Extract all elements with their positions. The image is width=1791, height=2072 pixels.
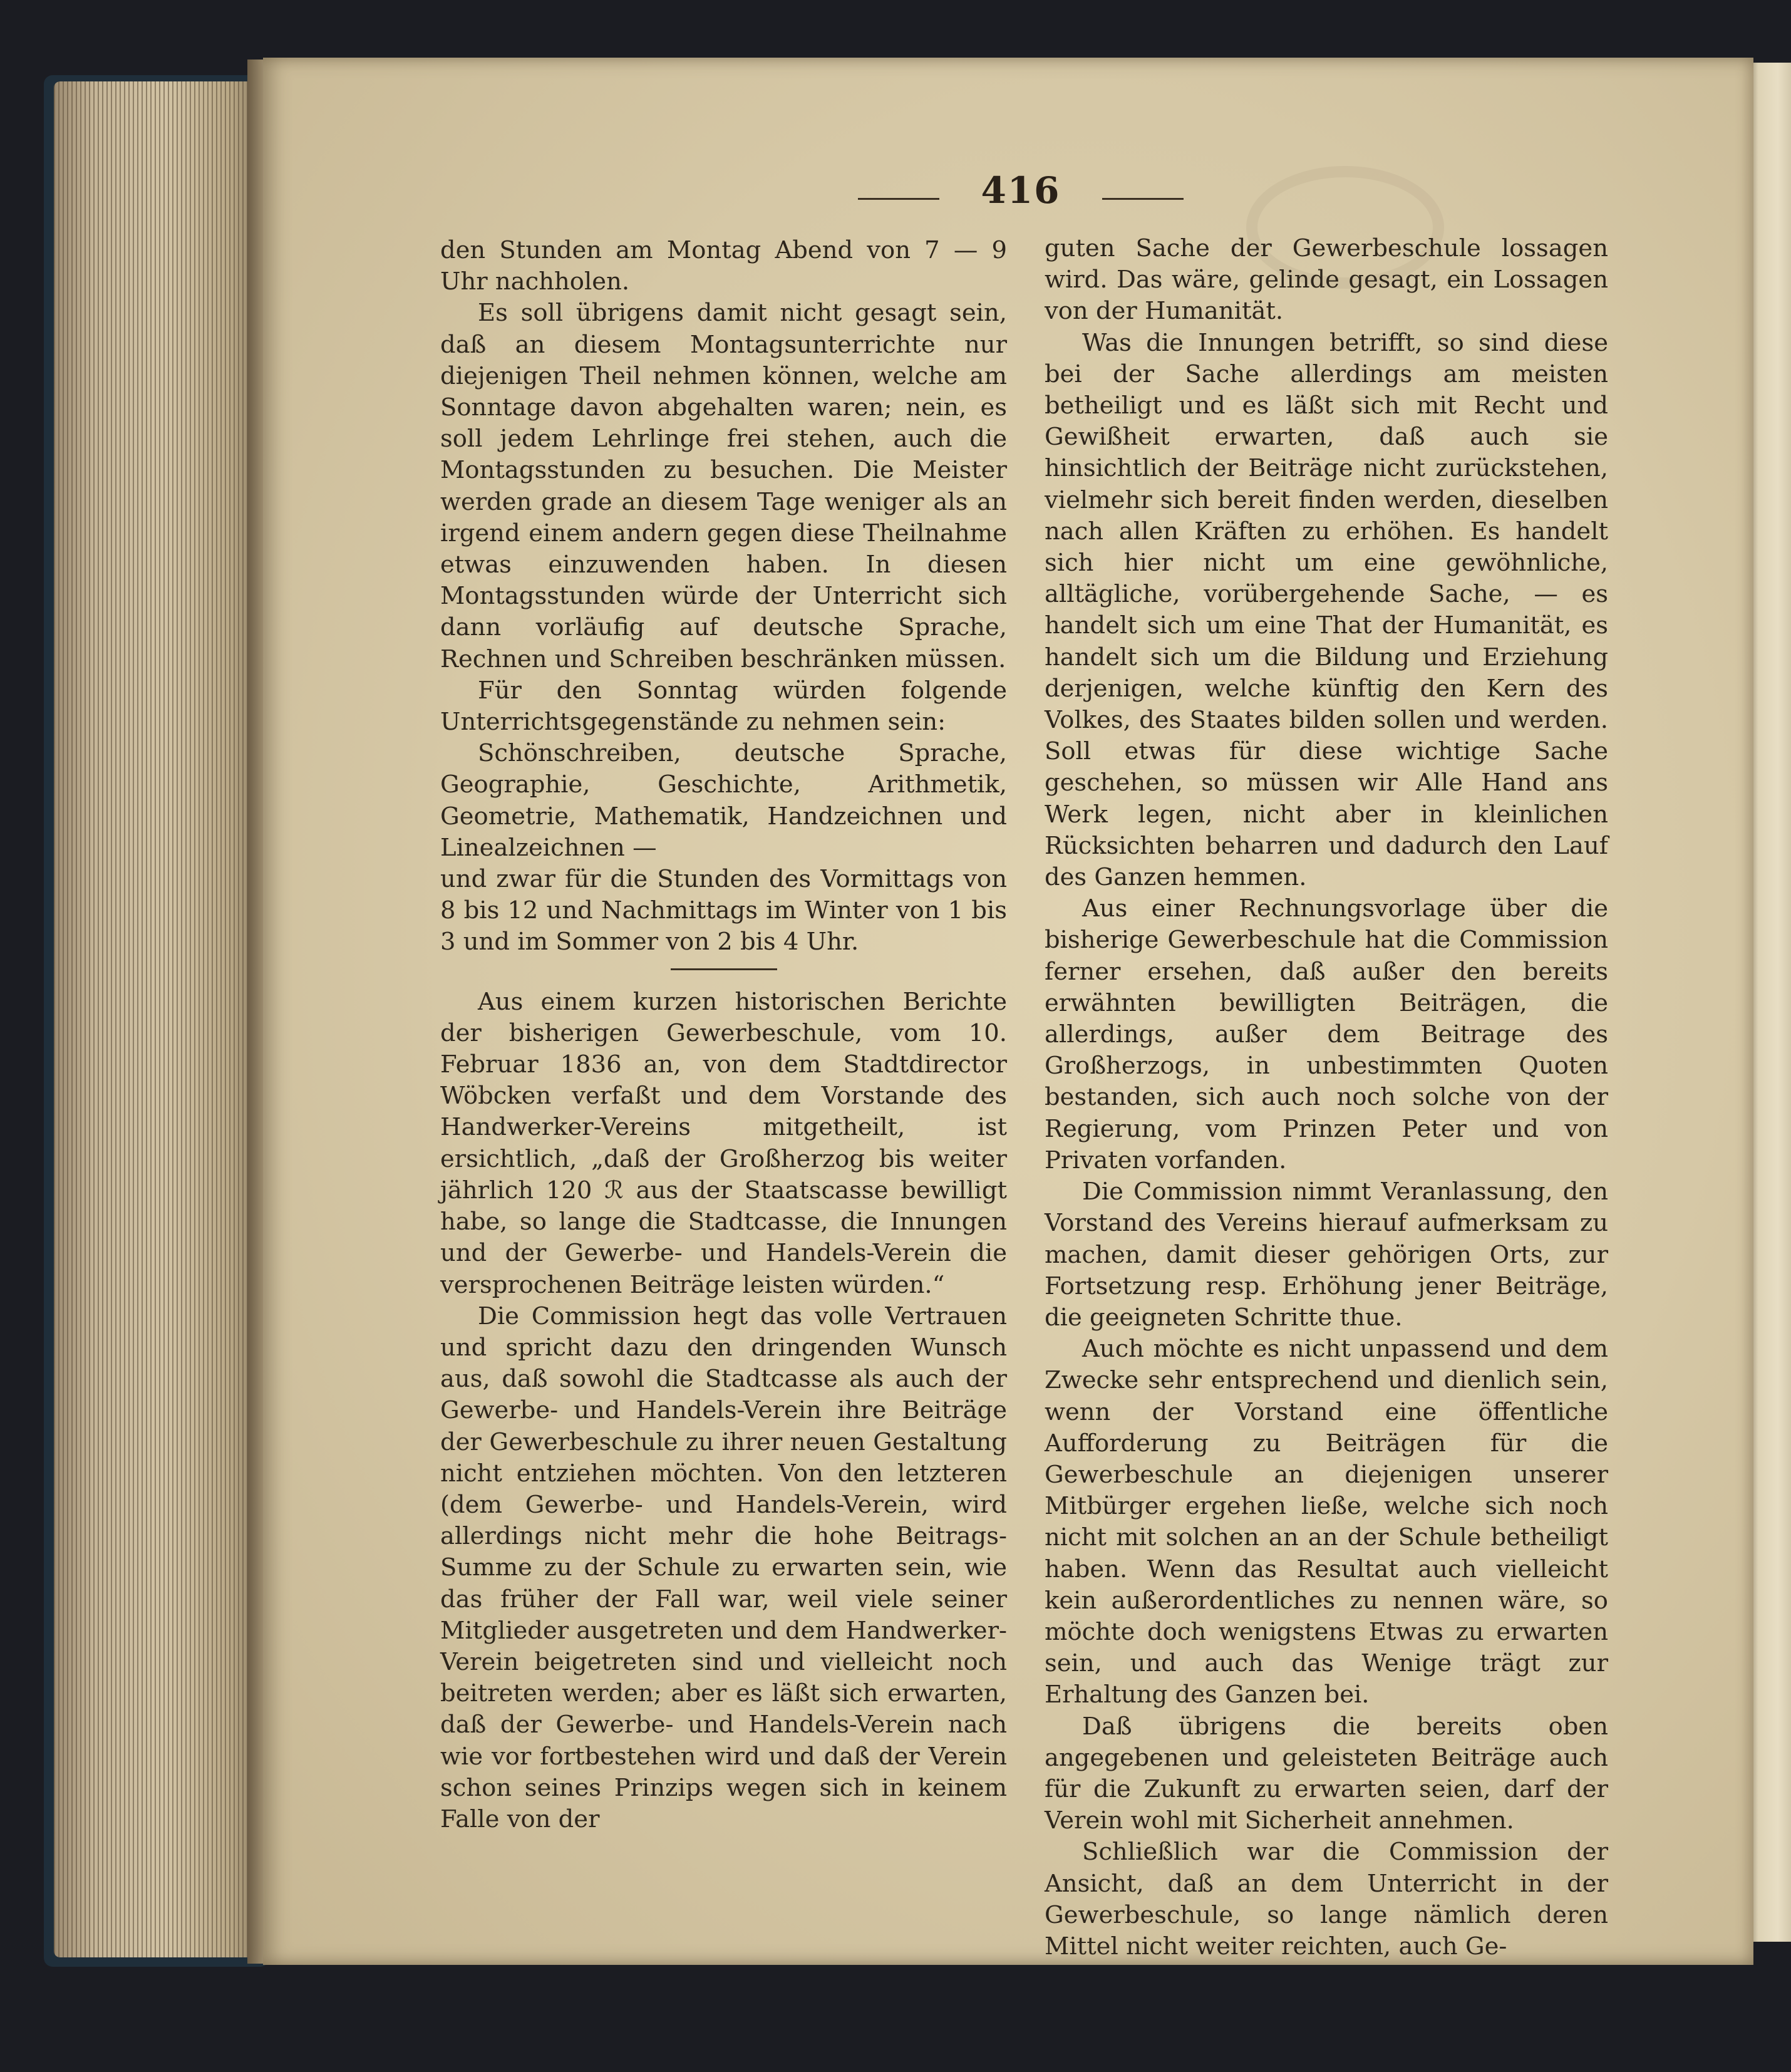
paragraph: Daß übrigens die bereits oben angegebenen und geleisteten Beiträge auch für die Zukunft zu erwarten seien, darf der Verein wohl mit Sicherheit annehmen. [1045,1712,1608,1835]
page-header [858,169,1184,225]
subject-list: Schönschreiben, deutsche Sprache, Geographie, Geschichte, Arithmetik, Geometrie, Mathematik, Handzeichnen und Linealzeichnen — [440,739,1007,862]
paragraph: und zwar für die Stunden des Vormittags von 8 bis 12 und Nachmittags im Winter von 1 bis 3 und im Sommer von 2 bis 4 Uhr. [440,865,1007,956]
paragraph: Für den Sonntag würden folgende Unterrichtsgegenstände zu nehmen sein: [440,676,1007,737]
right-text-column [1045,233,1608,1962]
paragraph: den Stunden am Montag Abend von 7 — 9 Uhr nachholen. [440,236,1007,296]
paragraph: Aus einem kurzen historischen Berichte der bisherigen Gewerbeschule, vom 10. Februar 1836 an, von dem Stadtdirector Wöbcken verfaßt und dem Vorstande des Handwerker-Vereins mitgetheilt, ist ersichtlich, „daß der Großherzog bis weiter jährlich 120 ℛ aus der Staatscasse bewilligt habe, so lange die Stadtcasse, die Innungen und der Gewerbe- und Handels-Verein die versprochenen Beiträge leisten würden.“ [440,987,1007,1299]
paragraph: Die Commission hegt das volle Vertrauen und spricht dazu den dringenden Wunsch aus, daß sowohl die Stadtcasse als auch der Gewerbe- und Handels-Verein ihre Beiträge der Gewerbeschule zu ihrer neuen Gestaltung nicht entziehen möchten. Von den letzteren (dem Gewerbe- und Handels-Verein, wird allerdings nicht mehr die hohe Beitrags-Summe zu der Schule zu erwarten sein, wie das früher der Fall war, weil viele seiner Mitglieder ausgetreten und dem Handwerker-Verein beigetreten sind und vielleicht noch beitreten werden; aber es läßt sich erwarten, daß der Gewerbe- und Handels-Verein nach wie vor fortbestehen wird und daß der Verein schon seines Prinzips wegen sich in keinem Falle von der [440,1302,1007,1833]
paragraph: Auch möchte es nicht unpassend und dem Zwecke sehr entsprechend und dienlich sein, wenn der Vorstand eine öffentliche Aufforderung zu Beiträgen für die Gewerbeschule an diejenigen unserer Mitbürger ergehen ließe, welche sich noch nicht mit solchen an an der Schule betheiligt haben. Wenn das Resultat auch vielleicht kein außerordentliches zu nennen wäre, so möchte doch wenigstens Etwas zu erwarten sein, und auch das Wenige trägt zur Erhaltung des Ganzen bei. [1045,1335,1608,1709]
facing-page-edge [1747,63,1791,1942]
page-number: 416 [981,169,1061,212]
paragraph: Schließlich war die Commission der Ansicht, daß an dem Unterricht in der Gewerbeschule, so lange nämlich deren Mittel nicht weiter reichten, auch Ge- [1045,1838,1608,1961]
page-edges [54,81,261,1957]
paragraph: Aus einer Rechnungsvorlage über die bisherige Gewerbeschule hat die Commission ferner ersehen, daß außer den bereits erwähnten bewilligten Beiträgen, die allerdings, außer dem Beitrage des Großherzogs, in unbestimmten Quoten bestanden, sich auch noch solche von der Regierung, vom Prinzen Peter und von Privaten vorfanden. [1045,894,1608,1174]
section-separator [671,968,777,970]
paragraph: guten Sache der Gewerbeschule lossagen wird. Das wäre, gelinde gesagt, ein Lossagen von der Humanität. [1045,234,1608,326]
paragraph: Es soll übrigens damit nicht gesagt sein, daß an diesem Montagsunterrichte nur diejenigen Theil nehmen können, welche am Sonntage davon abgehalten waren; nein, es soll jedem Lehrlinge frei stehen, auch die Montagsstunden zu besuchen. Die Meister werden grade an diesem Tage weniger als an irgend einem andern gegen diese Theilnahme etwas einzuwenden haben. In diesen Montagsstunden würde der Unterricht sich dann vorläufig auf deutsche Sprache, Rechnen und Schreiben beschränken müssen. [440,299,1007,673]
paragraph: Was die Innungen betrifft, so sind diese bei der Sache allerdings am meisten betheiligt und es läßt sich mit Recht und Gewißheit erwarten, daß auch sie hinsichtlich der Beiträge nicht zurückstehen, vielmehr sich bereit finden werden, dieselben nach allen Kräften zu erhöhen. Es handelt sich hier nicht um eine gewöhnliche, alltägliche, vorübergehende Sache, — es handelt sich um eine That der Humanität, es handelt sich um die Bildung und Erziehung derjenigen, welche künftig den Kern des Volkes, des Staates bilden sollen und werden. Soll etwas für diese wichtige Sache geschehen, so müssen wir Alle Hand ans Werk legen, nicht aber in kleinlichen Rücksichten beharren und dadurch den Lauf des Ganzen hemmen. [1045,328,1608,892]
header-rule-right [1102,198,1184,200]
left-text-column [440,235,1007,1835]
paragraph: Die Commission nimmt Veranlassung, den Vorstand des Vereins hierauf aufmerksam zu machen, damit dieser gehörigen Orts, zur Fortsetzung resp. Erhöhung jener Beiträge, die geeigneten Schritte thue. [1045,1178,1608,1332]
